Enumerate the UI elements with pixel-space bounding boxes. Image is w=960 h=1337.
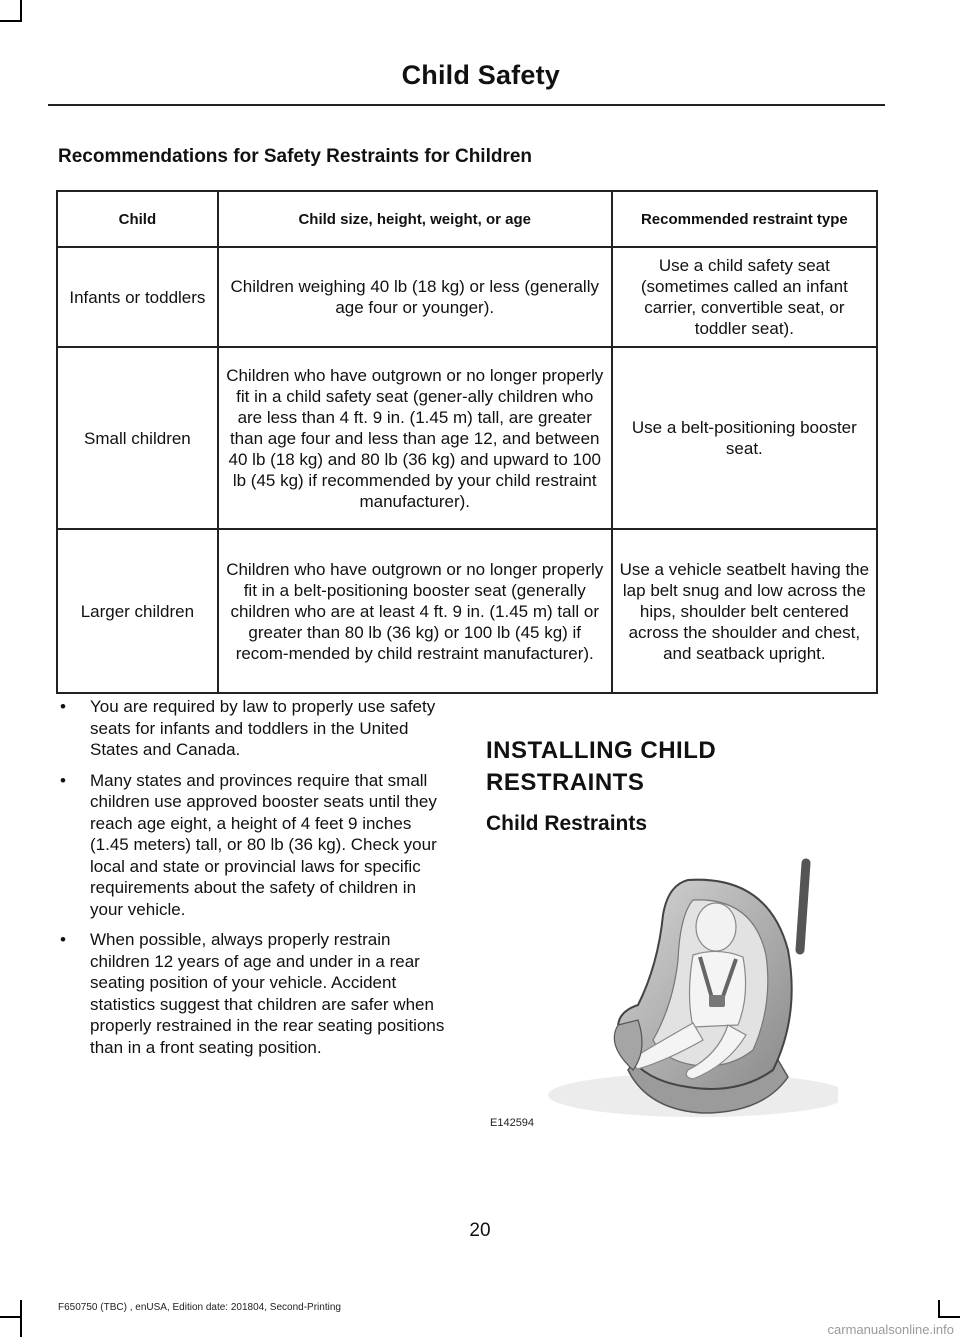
table-row (57, 347, 877, 529)
crop-mark (20, 0, 22, 22)
table-cell-child: Larger children (57, 529, 218, 693)
list-item-text: Many states and provinces require that small children use approved booster seats until they reach age eight, a height of 4 feet 9 inches (1.45 meters) tall, or 80 lb (36 kg). Check your local and state or provincial laws for specific requirements about the safety of children in your vehicle. (90, 770, 437, 919)
table-cell-child: Small children (57, 347, 218, 529)
crop-mark (0, 1316, 20, 1318)
footer-edition: F650750 (TBC) , enUSA, Edition date: 201804, Second-Printing (58, 1302, 341, 1313)
recommendations-table (56, 190, 878, 694)
crop-mark (20, 1300, 22, 1337)
child-seat-illustration (488, 855, 838, 1130)
table-cell-restraint: Use a belt-positioning booster seat. (612, 347, 877, 529)
table-row (57, 529, 877, 693)
table-cell-restraint: Use a child safety seat (sometimes called an infant carrier, convertible seat, or toddler seat). (612, 247, 877, 347)
column-header-child: Child (57, 191, 218, 247)
table-cell-size: Children who have outgrown or no longer properly fit in a belt-positioning booster seat (generally children who are at least 4 ft. 9 in. (1.45 m) tall or greater than 80 lb (36 kg) or 100 lb (45 kg) if recom-mended by child restraint manufacturer). (218, 529, 612, 693)
column-header-size: Child size, height, weight, or age (218, 191, 612, 247)
crop-mark (0, 20, 20, 22)
page-header-title: Child Safety (401, 60, 560, 90)
bullet-symbol: • (60, 770, 66, 790)
header-rule (48, 104, 885, 106)
figure-id: E142594 (490, 1117, 535, 1129)
section-heading: Recommendations for Safety Restraints for Children (58, 146, 533, 167)
list-item-text: You are required by law to properly use safety seats for infants and toddlers in the United States and Canada. (90, 697, 436, 759)
bullet-symbol: • (60, 697, 66, 716)
crop-mark (940, 1316, 960, 1318)
table-header-row (57, 191, 877, 247)
bullet-list (58, 696, 448, 1067)
child-restraints-subheading: Child Restraints (486, 812, 648, 835)
list-item (58, 696, 448, 761)
table-cell-child: Infants or toddlers (57, 247, 218, 347)
bullet-symbol: • (60, 930, 66, 949)
crop-mark (938, 1300, 940, 1318)
installing-heading: INSTALLING CHILD RESTRAINTS (486, 737, 717, 796)
page-number: 20 (469, 1220, 491, 1241)
table-cell-size: Children weighing 40 lb (18 kg) or less (generally age four or younger). (218, 247, 612, 347)
table-row (57, 247, 877, 347)
list-item (58, 770, 448, 921)
list-item (58, 929, 448, 1058)
column-header-restraint: Recommended restraint type (612, 191, 877, 247)
table-cell-size: Children who have outgrown or no longer properly fit in a child safety seat (gener-ally children who are less than 4 ft. 9 in. (1.45 m) tall, are greater than age four and less than age 12, and between 40 lb (18 kg) and 80 lb (36 kg) and upward to 100 lb (45 kg) if recommended by your child restraint manufacturer). (218, 347, 612, 529)
watermark: carmanualsonline.info (827, 1322, 954, 1337)
table-cell-restraint: Use a vehicle seatbelt having the lap belt snug and low across the hips, shoulder belt centered across the shoulder and chest, and seatback upright. (612, 529, 877, 693)
list-item-text: When possible, always properly restrain children 12 years of age and under in a rear seating position of your vehicle. Accident statistics suggest that children are safer when properly restrained in the rear seating positions than in a front seating position. (90, 930, 445, 1057)
